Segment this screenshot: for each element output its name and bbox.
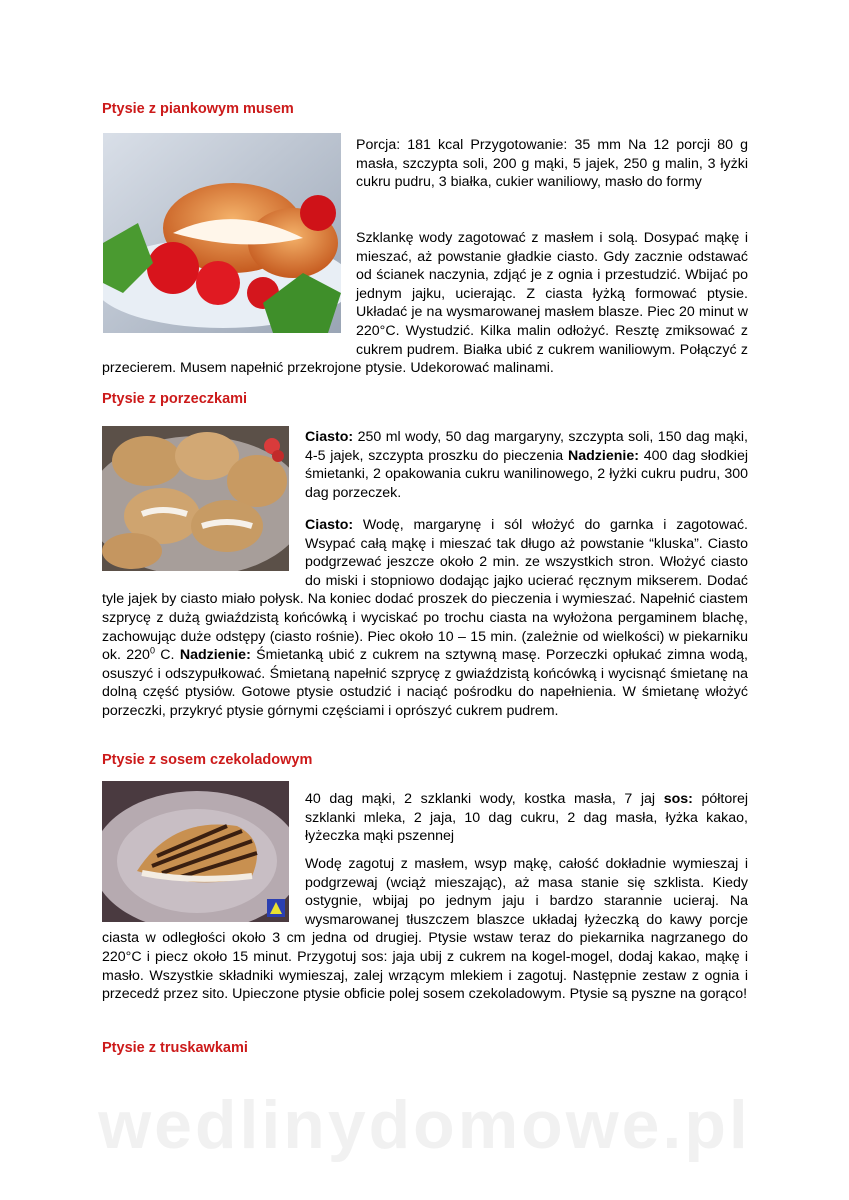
- label-sos: sos:: [663, 791, 693, 807]
- recipe-title-sosem-czekoladowym: Ptysie z sosem czekoladowym: [102, 752, 313, 768]
- recipe-title-truskawkami: Ptysie z truskawkami: [102, 1040, 248, 1056]
- float-spacer: [102, 855, 305, 929]
- degree-superscript: 0: [149, 645, 155, 656]
- ingredients-a: 40 dag mąki, 2 szklanki wody, kostka masła, 7 jaj: [305, 791, 664, 807]
- recipe-method-piankowym: [102, 229, 748, 378]
- recipe-title-porzeczkami: Ptysie z porzeczkami: [102, 391, 248, 407]
- recipe-intro-piankowym: Porcja: 181 kcal Przygotowanie: 35 mm Na 12 porcji 80 g masła, szczypta soli, 200 g mąki, 5 jajek, 250 g malin, 3 łyżki cukru pudru, 3 białka, cukier waniliowy, masło do formy: [356, 137, 748, 191]
- recipe-title-piankowym-musem: Ptysie z piankowym musem: [102, 101, 294, 117]
- recipe-method-text: Wodę zagotuj z masłem, wsyp mąkę, całość dokładnie wymieszaj i podgrzewaj (wciąż mieszając), aż masa stanie się szklista. Kiedy ostygnie, wbijaj po jednym jaju i bardzo starannie ucieraj. Na wysmarowanej tłuszczem blaszce układaj łyżeczką do kawy porcje ciasta w odległości około 3 cm jedna od drugiej. Ptysie wstaw teraz do piekarnika nagrzanego do 220°C i piecz około 15 minut. Przygotuj sos: jaja ubij z cukrem na kogel-mogel, dodaj kakao, mąkę i masło. Wszystkie składniki wymieszaj, zalej wrzącym mlekiem i zagotuj. Następnie zestaw z ognia i przecedź przez sito. Upieczone ptysie obficie polej sosem czekoladowym. Ptysie są pyszne na gorąco!: [102, 856, 748, 1003]
- method-ciasto-end: C.: [154, 647, 180, 664]
- recipe-method-czekoladowym: [102, 855, 748, 1004]
- watermark: wedlinydomowe.pl: [98, 1087, 751, 1163]
- ingredients-b: półtorej szklanki mleka, 2 jaja, 10 dag cukru, 2 dag masła, łyżka kakao, łyżeczka mąki pszennej: [305, 791, 749, 845]
- recipe-method-text: Szklankę wody zagotować z masłem i solą. Dosypać mąkę i mieszać, aż powstanie gładkie ciasto. Gdy zacznie odstawać od ścianek naczynia, zdjąć je z ognia i przestudzić. Wbijać po jednym jajku, ucierając. Z ciasta łyżką formować ptysie. Układać je na wysmarowanej masłem blasze. Piec 20 minut w 220°C. Wystudzić. Kilka malin odłożyć. Resztę zmiksować z cukrem pudrem. Białka ubić z cukrem waniliowym. Połączyć z przecierem. Musem napełnić przekrojone ptysie. Udekorować malinami.: [102, 230, 748, 377]
- float-spacer: [102, 229, 356, 341]
- recipe-method-porzeczkami: [102, 516, 748, 721]
- method-ciasto: Wodę, margarynę i sól włożyć do garnka i zagotować. Wsypać całą mąkę i mieszać tak długo aż powstanie “kluska”. Ciasto podgrzewać jeszcze około 2 min. ze wszystkich stron. Włożyć ciasto do miski i stopniowo dodając jajko ucierać ręcznym mikserem. Dodać tyle jajek by ciasto miało połysk. Na koniec dodać proszek do pieczenia i wymieszać. Napełnić ciastem szprycę z dużą gwiaździstą końcówką i wyciskać po trochu ciasta na wyłożona pergaminem blachę, zachowując duże odstępy (ciasto rośnie). Piec około 10 – 15 min. (zależnie od wielkości) w piekarniku ok. 220: [102, 517, 748, 664]
- ingredients-nadzienie: 400 dag słodkiej śmietanki, 2 opakowania cukru wanilinowego, 2 łyżki cukru pudru, 300 dag porzeczek.: [305, 447, 748, 501]
- label-nadzienie-method: Nadzienie:: [179, 647, 251, 664]
- recipe-ingredients-czekoladowym: [305, 790, 748, 846]
- label-ciasto-method: Ciasto:: [305, 517, 354, 533]
- method-nadzienie: Śmietanką ubić z cukrem na sztywną masę. Porzeczki opłukać zimna wodą, osuszyć i odszypułkować. Śmietaną napełnić szprycę z gwiaździstą końcówką i wycisnąć śmietanę na dolną część ptysiów. Gotowe ptysie ostudzić i naciąć pośrodku do napełnienia. W śmietanę włożyć porzeczki, przykryć ptysie górnymi częściami i oprószyć cukrem pudrem.: [102, 647, 748, 719]
- ingredients-ciasto: 250 ml wody, 50 dag margaryny, szczypta soli, 150 dag mąki, 4-5 jajek, szczypta proszku do pieczenia: [305, 429, 748, 464]
- float-spacer: [102, 516, 305, 572]
- label-nadzienie: Nadzienie:: [568, 447, 639, 464]
- label-ciasto: Ciasto:: [305, 429, 354, 445]
- recipe-ingredients-porzeczkami: [305, 428, 748, 502]
